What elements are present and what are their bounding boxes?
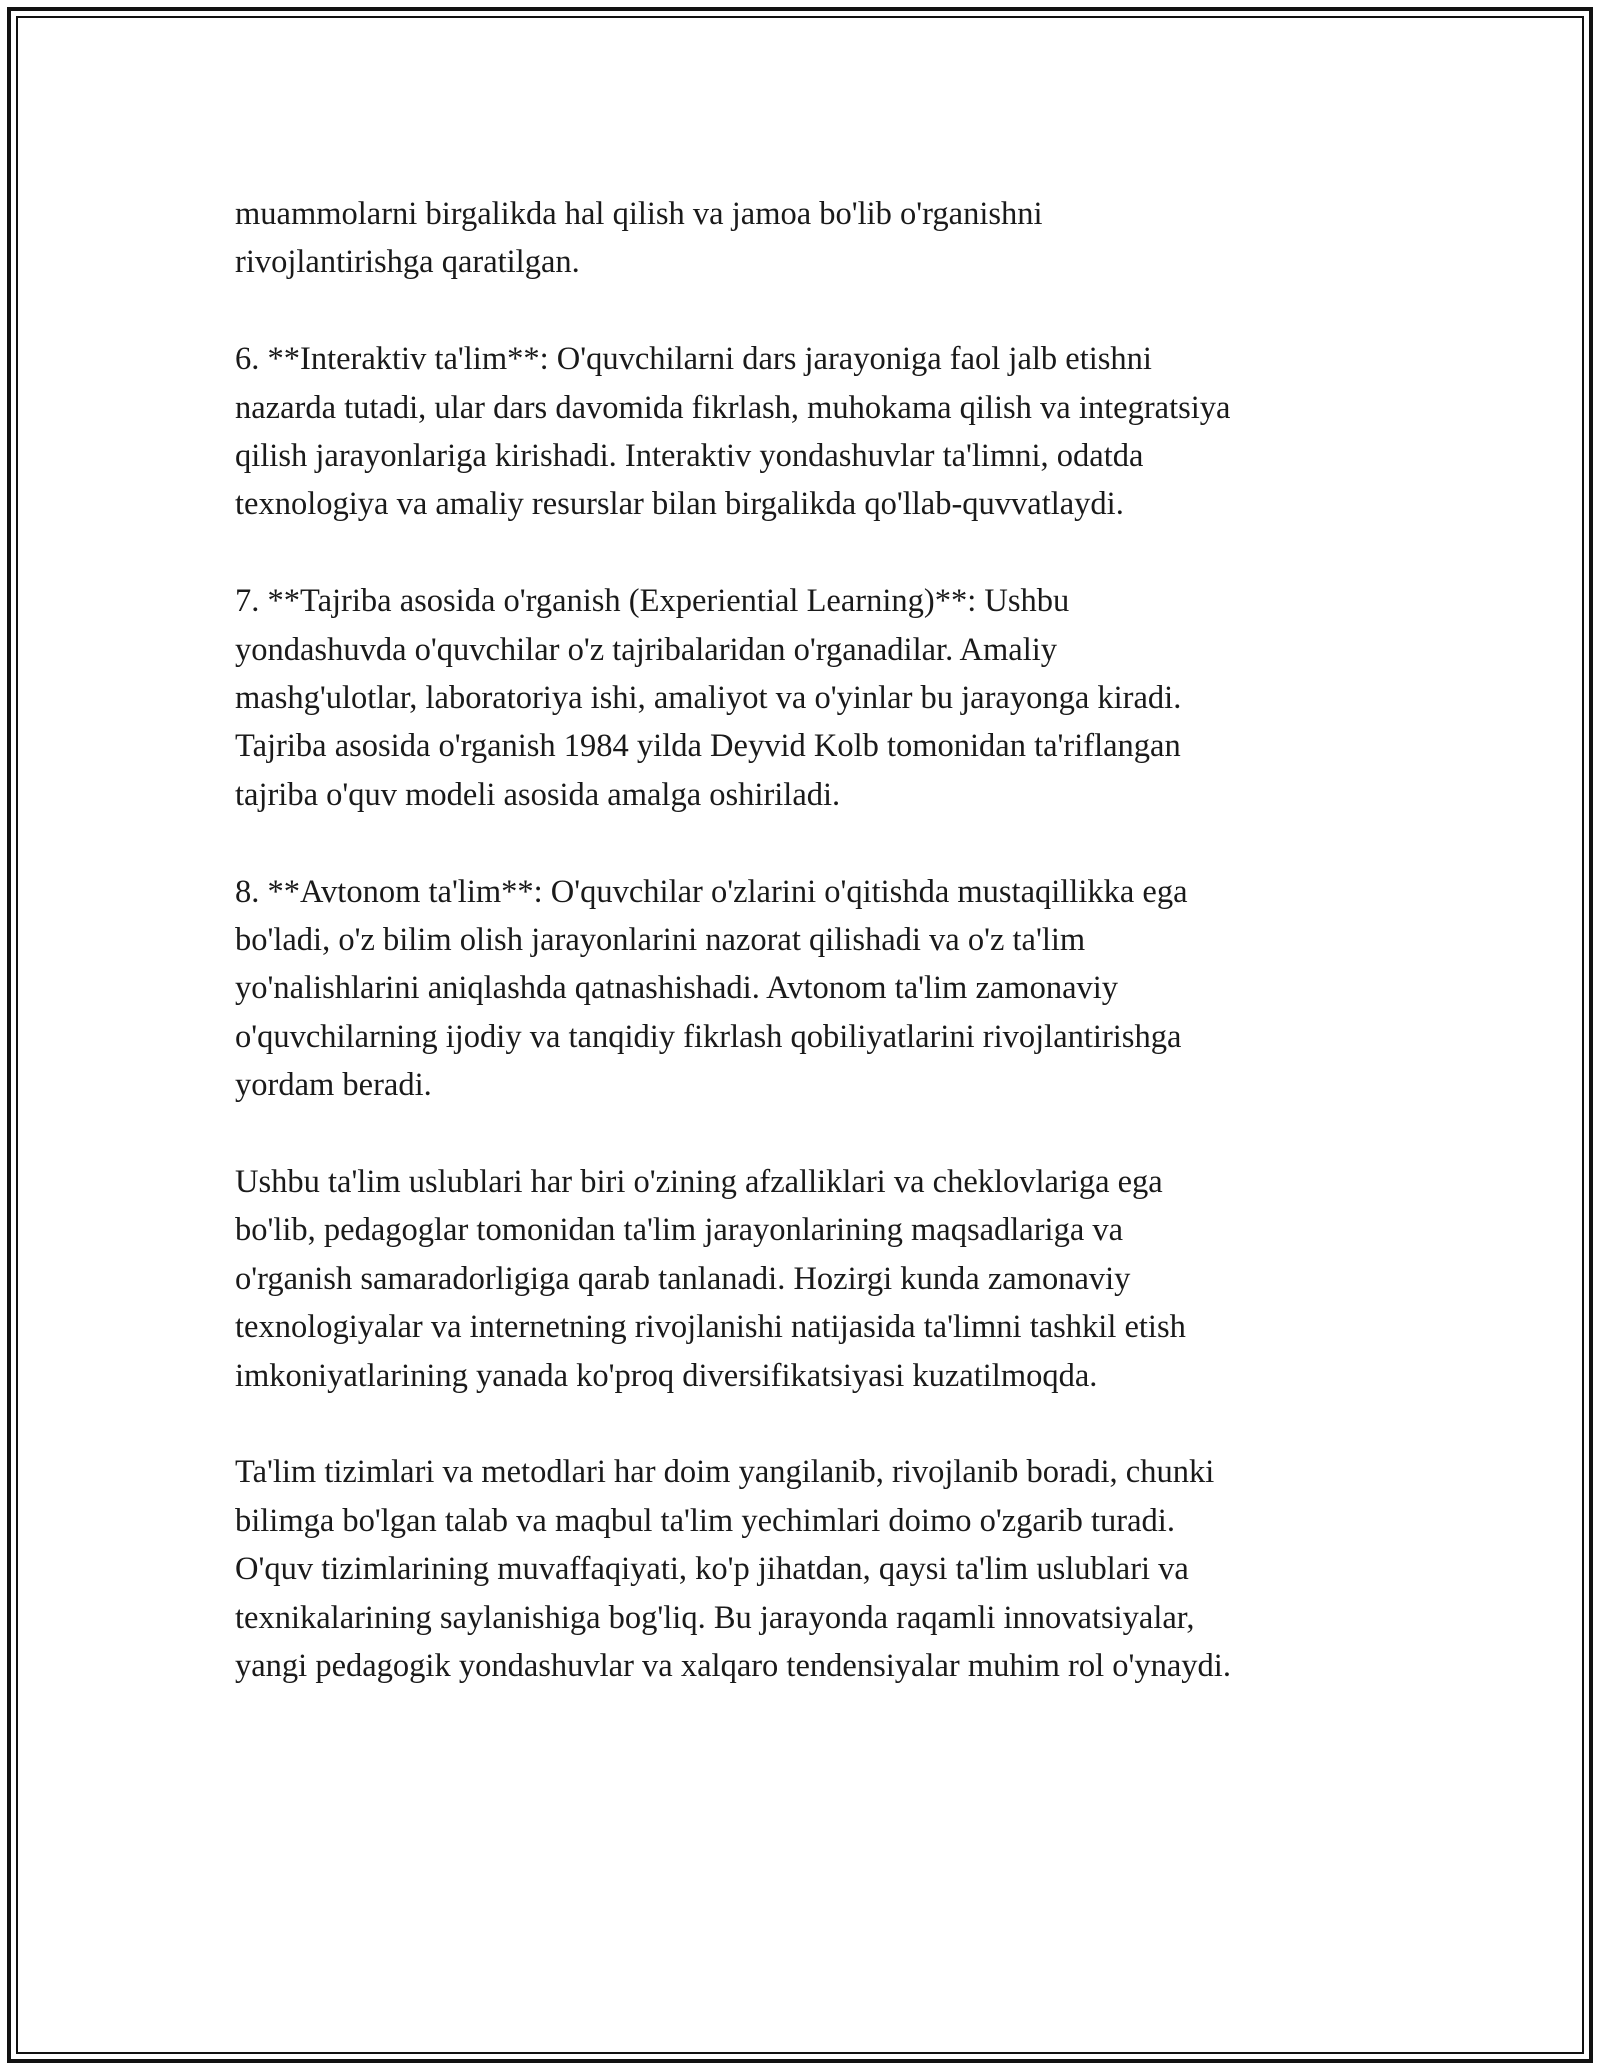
paragraph [235,577,1365,819]
paragraph [235,868,1365,1110]
text-line: yo'nalishlarini aniqlashda qatnashishadi. Avtonom ta'lim zamonaviy [235,970,1119,1007]
text-line: bo'ladi, o'z bilim olish jarayonlarini nazorat qilishadi va o'z ta'lim [235,922,1086,959]
text-line: yordam beradi. [235,1067,432,1104]
paragraph [235,1158,1365,1400]
text-line: yondashuvda o'quvchilar o'z tajribalaridan o'rganadilar. Amaliy [235,631,1058,668]
paragraph [235,1448,1365,1690]
text-line: 6. **Interaktiv ta'lim**: O'quvchilarni dars jarayoniga faol jalb etishni [235,341,1152,378]
text-line: mashg'ulotlar, laboratoriya ishi, amaliyot va o'yinlar bu jarayonga kiradi. [235,680,1182,717]
document-body [235,190,1365,1739]
text-line: Tajriba asosida o'rganish 1984 yilda Deyvid Kolb tomonidan ta'riflangan [235,728,1181,765]
text-line: nazarda tutadi, ular dars davomida fikrlash, muhokama qilish va integratsiya [235,389,1231,426]
text-line: bo'lib, pedagoglar tomonidan ta'lim jarayonlarining maqsadlariga va [235,1212,1124,1249]
text-line: o'quvchilarning ijodiy va tanqidiy fikrlash qobiliyatlarini rivojlantirishga [235,1018,1182,1055]
text-line: o'rganish samaradorligiga qarab tanlanadi. Hozirgi kunda zamonaviy [235,1260,1131,1297]
paragraph [235,335,1365,529]
text-line: muammolarni birgalikda hal qilish va jamoa bo'lib o'rganishni [235,196,1043,232]
text-line: Ushbu ta'lim uslublari har biri o'zining afzalliklari va cheklovlariga ega [235,1164,1163,1201]
text-line: tajriba o'quv modeli asosida amalga oshiriladi. [235,776,841,813]
text-line: Ta'lim tizimlari va metodlari har doim yangilanib, rivojlanib boradi, chunki [235,1454,1215,1491]
text-line: yangi pedagogik yondashuvlar va xalqaro tendensiyalar muhim rol o'ynaydi. [235,1648,1231,1685]
text-line: 8. **Avtonom ta'lim**: O'quvchilar o'zlarini o'qitishda mustaqillikka ega [235,873,1188,910]
text-line: texnologiyalar va internetning rivojlanishi natijasida ta'limni tashkil etish [235,1309,1186,1346]
text-line: imkoniyatlarining yanada ko'proq diversifikatsiyasi kuzatilmoqda. [235,1357,1098,1394]
text-line: texnologiya va amaliy resurslar bilan birgalikda qo'llab-quvvatlaydi. [235,486,1124,523]
text-line: bilimga bo'lgan talab va maqbul ta'lim yechimlari doimo o'zgarib turadi. [235,1502,1175,1539]
text-line: 7. **Tajriba asosida o'rganish (Experiential Learning)**: Ushbu [235,583,1070,620]
text-line: texnikalarining saylanishiga bog'liq. Bu jarayonda raqamli innovatsiyalar, [235,1599,1195,1636]
text-line: rivojlantirishga qaratilgan. [235,244,580,281]
text-line: qilish jarayonlariga kirishadi. Interaktiv yondashuvlar ta'limni, odatda [235,438,1144,475]
text-line: O'quv tizimlarining muvaffaqiyati, ko'p jihatdan, qaysi ta'lim uslublari va [235,1551,1189,1588]
paragraph [235,190,1365,287]
